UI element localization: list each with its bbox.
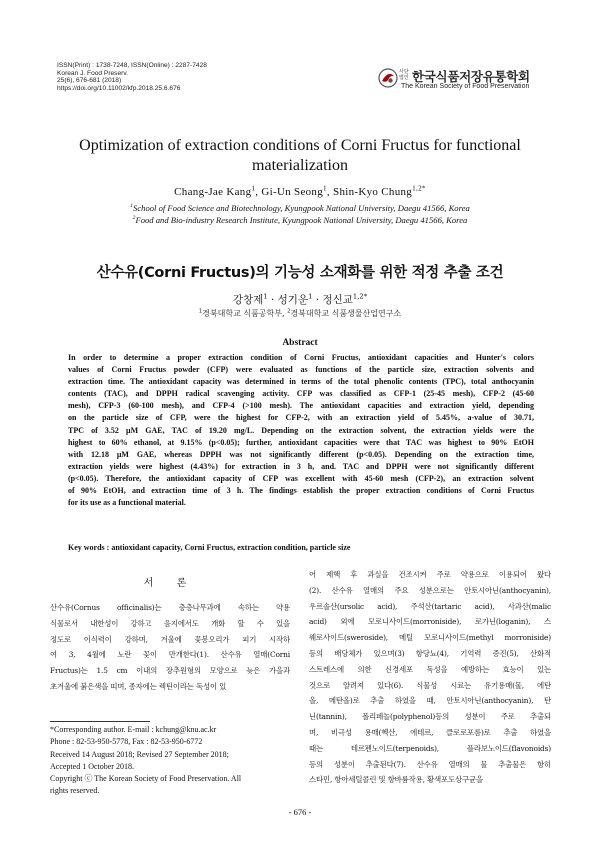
abstract-line: highest to 60% ethanol, at 9.15% (p<0.05); further, antioxidant capacities were that TAC was highest to 90% EtOH	[68, 437, 534, 447]
author-list-kr	[50, 292, 550, 307]
affiliation-text: 경북대학교 식품생물산업연구소	[290, 309, 402, 318]
author-superscript: 1	[323, 184, 327, 193]
abstract-line: with 12.18 μM GAE, whereas DPPH was not significantly different (p<0.05). Depending on the extraction time,	[68, 449, 534, 459]
logo-korean-name: 한국식품저장유통학회	[412, 69, 530, 84]
author-superscript: 1	[308, 292, 313, 301]
body-text-line: 우르솔산(ursolic acid), 주석산(tartaric acid), 사과산(malic	[309, 601, 551, 611]
body-text-line: 올, 메탄올)로 추출 하였을 때, 안토시아닌(anthocyanin), 탄	[309, 696, 551, 706]
author-superscript: 1	[263, 292, 268, 301]
author-name: Chang-Jae Kang	[174, 186, 252, 198]
body-text-line: 며, 비극성 용매(헥산, 에테르, 클로로포름)로 추출 하였을	[309, 727, 551, 737]
issn-line: ISSN(Print) : 1738-7248, ISSN(Online) : 2287-7428	[57, 62, 207, 69]
doi-link[interactable]: https://doi.org/10.11002/kfp.2018.25.6.676	[57, 84, 181, 92]
logo-small-text: 사단 법인	[399, 69, 409, 81]
journal-name-line: Korean J. Food Preserv.	[57, 69, 128, 77]
society-logo	[378, 66, 548, 96]
affiliation-marker: 1	[198, 308, 203, 315]
author-separator: ·	[267, 294, 278, 306]
keywords-text: antioxidant capacity, Corni Fructus, extraction condition, particle size	[111, 543, 351, 552]
author-separator: ,	[326, 186, 334, 198]
author-name: 정신교	[322, 294, 353, 306]
abstract-line: extraction yields were highest (4.43%) for extraction in 3 h, and. TAC and DPPH were not significantly different	[68, 461, 534, 471]
logo-english-name: The Korean Society of Food Preservation	[401, 83, 530, 90]
body-text-line: 닌(tannin), 폴리페놀(polyphenol)등의 성분이 주로 추출되	[309, 712, 551, 722]
body-text-line: acid) 외에 모로니사이드(morroniside), 로가닌(loganin), 스	[309, 617, 551, 627]
contact-phone-fax: Phone : 82-53-950-5778, Fax : 82-53-950-6772	[50, 737, 203, 747]
abstract-line: TPC of 3.52 μM GAE, TAC of 19.20 mg/L. Depending on the extraction solvent, the extraction yields were the	[68, 425, 534, 435]
body-left-column	[50, 600, 290, 695]
journal-info	[57, 62, 317, 92]
society-emblem-icon	[378, 68, 398, 88]
body-text-line: 스트레스에 의한 신경세포 독성을 예방하는 효능이 있는	[309, 664, 551, 674]
page-number: - 676 -	[288, 807, 312, 817]
abstract-line: In order to determine a proper extraction condition of Corni Fructus, antioxidant capacities and Hunter's colors	[68, 353, 534, 362]
received-date: Received 14 August 2018; Revised 27 September 2018;	[50, 749, 229, 759]
body-text-line: 때는 테르펜노이드(terpenoids), 플라보노이드(flavonoids)	[309, 743, 551, 753]
author-name: Shin-Kyo Chung	[333, 186, 413, 198]
footnote	[50, 724, 290, 798]
corresponding-author: *Corresponding author. E-mail : kchung@knu.ac.kr	[50, 725, 217, 734]
body-text-line: 스타민, 항아세틸콜린 및 항바륨작용, 황색포도상구균을	[309, 775, 483, 785]
abstract-line: contents (TAC), and DPPH radical scavenging activity. CFP was classified as CFP-1 (25-45 mesh), CFP-2 (45-60	[68, 389, 534, 399]
body-text-line: 산수유(Cornus officinalis)는 층층나무과에 속하는 약용	[50, 603, 290, 612]
affiliation-1	[40, 203, 560, 213]
body-text-line: (2). 산수유 열매의 주요 성분으로는 안토시아닌(anthocyanin),	[309, 585, 551, 595]
abstract-line: extraction time. The antioxidant capacity was determined in terms of the total phenolic contents (TPC), total anthocyanin	[68, 377, 534, 387]
keywords	[68, 543, 534, 552]
body-text-line: 웨로사이드(sweroside), 메틸 모로니사이드(methyl morroniside)	[309, 633, 551, 643]
author-name: Gi-Un Seong	[261, 186, 324, 198]
abstract-line: for its use as a functional material.	[68, 498, 186, 508]
paper-title: Optimization of extraction conditions of Corni Fructus for functional materialization	[79, 137, 521, 174]
body-text-line: 것으로 알려져 있다(6). 식물성 시료는 유기용매(물, 에탄	[309, 680, 551, 690]
affiliation-marker: 1	[130, 203, 134, 210]
abstract-line: values of Corni Fructus powder (CFP) were evaluated as functions of the particle size, extraction solvents and	[68, 365, 534, 375]
abstract-line: (p<0.05). Therefore, the antioxidant capacity of CFP was excellent with 45-60 mesh (CFP-2), an extraction solvent	[68, 473, 534, 483]
author-separator: ·	[312, 294, 323, 306]
body-text-line: 어 제핵 후 과실을 건조시켜 주로 약용으로 이용되어 왔다	[309, 570, 551, 579]
copyright-line: Copyright ⓒ The Korean Society of Food Preservation. All	[50, 774, 242, 784]
paper-title-korean: 산수유(Corni Fructus)의 기능성 소재화를 위한 적정 추출 조건	[96, 265, 504, 281]
author-superscript: 1	[251, 184, 256, 193]
affiliation-text: 경북대학교 식품공학부,	[202, 309, 288, 318]
accepted-date: Accepted 1 October 2018.	[50, 761, 134, 771]
author-name: 성기운	[277, 294, 309, 306]
copyright-line: rights reserved.	[50, 786, 100, 796]
affiliation-text: School of Food Science and Biotechnology, Kyungpook National University, Daegu 41566, Korea	[133, 203, 470, 213]
body-text-line: 식물로서 내한성이 강하고 음지에서도 개화 할 수 있을	[50, 618, 290, 628]
body-text-line: 초겨울에 붉은색을 띠며, 종자에는 렉틴이라는 독성이 있	[50, 681, 227, 691]
affiliation-2	[40, 215, 560, 225]
affiliation-marker: 2	[287, 308, 291, 315]
abstract-heading: Abstract	[282, 338, 318, 348]
body-right-column	[309, 567, 551, 788]
body-text-line: Fructus)는 1.5 cm 이내의 장추원형의 모양으로 늦은 가을과	[50, 666, 290, 676]
footnote-divider	[50, 721, 150, 722]
abstract-line: on the particle size of CFP, were the highest for CFP-2, with an extraction yield of 5.45%, a-value of 30.71,	[68, 413, 534, 423]
abstract-line: of 90% EtOH, and extraction time of 3 h. The findings establish the proper extraction conditions of Corni Fructus	[68, 486, 534, 496]
body-text-line: 정도로 이식력이 강하며, 겨울에 꽃봉오리가 피기 시작하	[50, 634, 290, 644]
affiliation-marker: 2	[132, 215, 136, 222]
volume-line: 25(6), 676-681 (2018)	[57, 77, 122, 85]
affiliation-text: Food and Bio-industry Research Institute, Kyungpook National University, Daegu 41566, Korea	[135, 215, 468, 225]
introduction-heading: 서 론	[143, 578, 197, 589]
author-name: 강창제	[232, 294, 264, 306]
abstract-line: mesh), CFP-3 (60-100 mesh), and CFP-4 (>100 mesh). The antioxidant capacities and extraction yield, depending	[68, 401, 534, 411]
body-text-line: 등의 성분이 추출된다(7). 산수유 열매의 물 추출물은 항히	[309, 759, 551, 769]
body-text-line: 등의 배당체가 있으며(3) 항당뇨(4), 기억력 증진(5), 산화적	[309, 648, 551, 658]
author-superscript: 1,2*	[412, 184, 426, 193]
abstract-body	[68, 352, 534, 509]
author-separator: ,	[255, 186, 262, 198]
author-list-en	[40, 186, 560, 198]
body-text-line: 여 3, 4월에 노란 꽃이 만개한다(1). 산수유 열매(Corni	[50, 650, 290, 660]
keywords-label: Key words :	[68, 543, 112, 552]
author-superscript: 1,2*	[352, 292, 368, 301]
affiliation-korean	[50, 308, 550, 319]
